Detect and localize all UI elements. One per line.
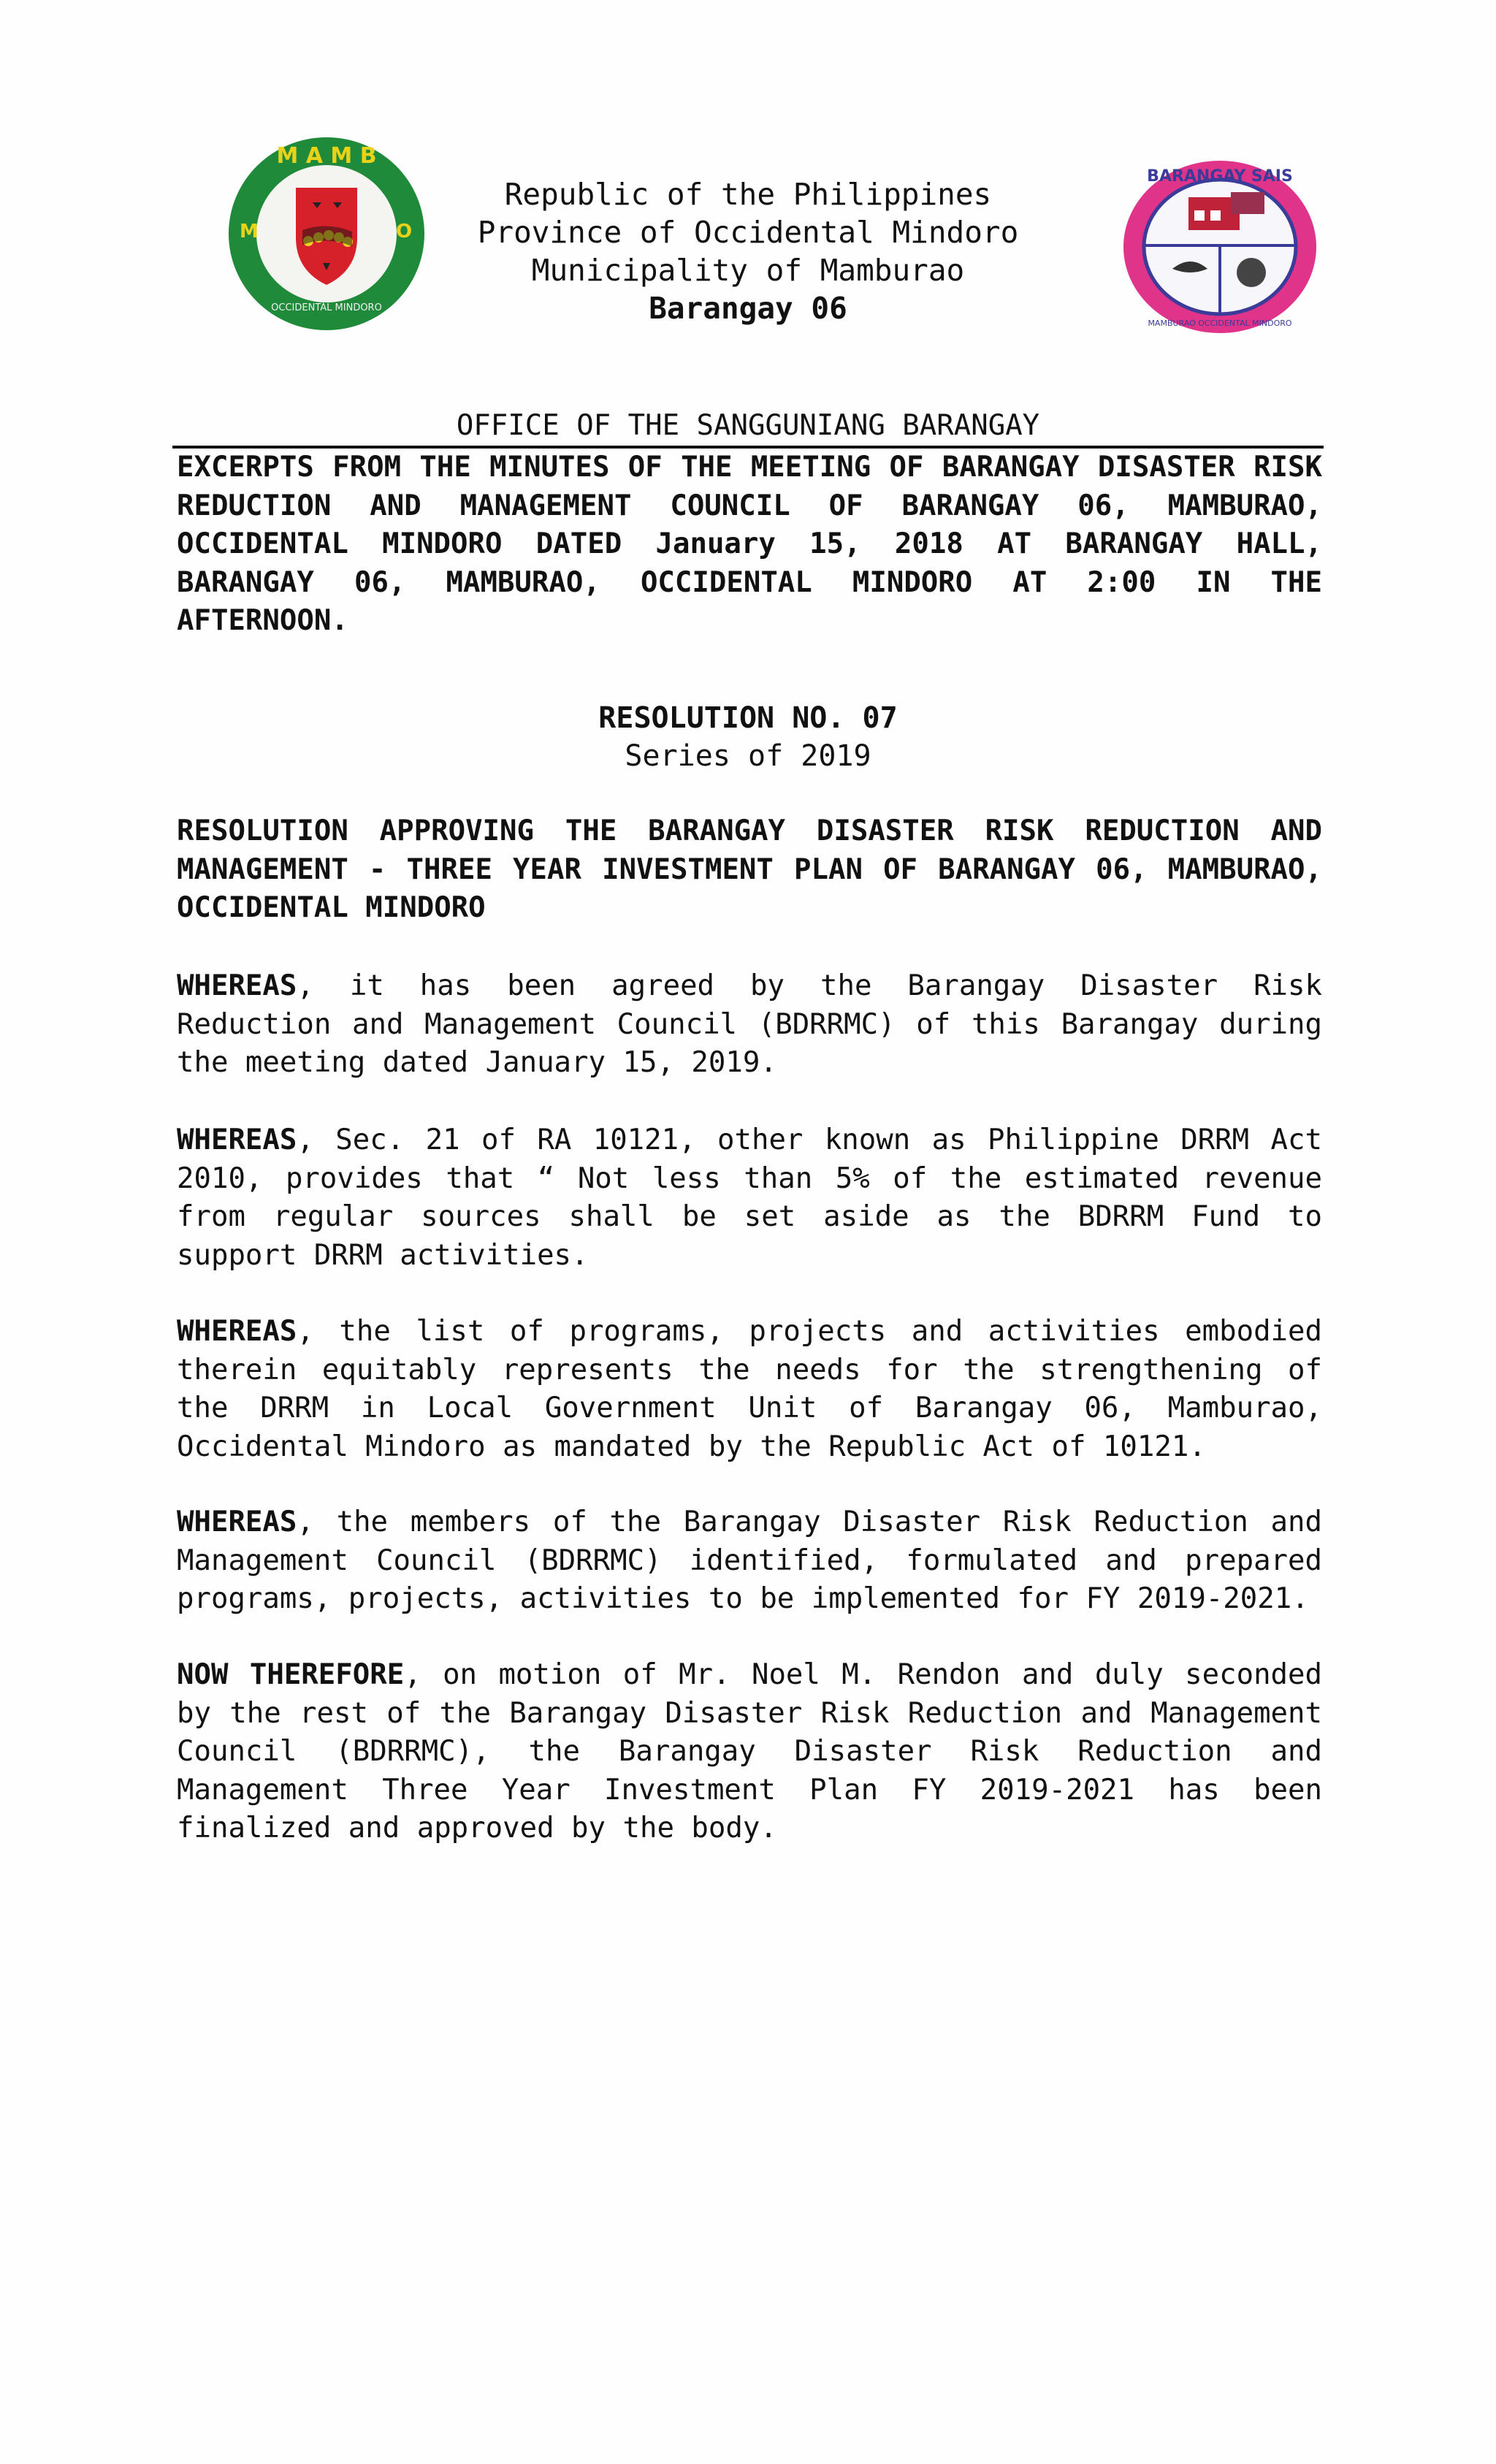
svg-text:BARANGAY SAIS: BARANGAY SAIS: [1147, 167, 1293, 186]
excerpt-paragraph: EXCERPTS FROM THE MINUTES OF THE MEETING OF BARANGAY DISASTER RISK REDUCTION AND MANAGEMENT COUNCIL OF BARANGAY 06, MAMBURAO, OCCIDENTAL MINDORO DATED January 15, 2018 AT BARANGAY HALL, BARANGAY 06, MAMBURAO, OCCIDENTAL MINDORO AT 2:00 IN THE AFTERNOON.: [177, 451, 1322, 637]
whereas-paragraph-1: [177, 967, 1322, 1083]
svg-text:O: O: [396, 221, 413, 243]
paragraph-text: , the members of the Barangay Disaster Risk Reduction and Management Council (BDRRMC) identified, formulated and prepared programs, projects, activities to be implemented for FY 2019-2021.: [177, 1506, 1322, 1615]
svg-text:M: M: [240, 221, 259, 243]
header-province: Province of Occidental Mindoro: [477, 215, 1019, 250]
resolution-title: RESOLUTION APPROVING THE BARANGAY DISASTER RISK REDUCTION AND MANAGEMENT - THREE YEAR INVESTMENT PLAN OF BARANGAY 06, MAMBURAO, OCCIDENTAL MINDORO: [177, 815, 1322, 924]
whereas-paragraph-4: [177, 1503, 1322, 1619]
svg-text:M A M B: M A M B: [276, 143, 377, 169]
paragraph-text: , Sec. 21 of RA 10121, other known as Philippine DRRM Act 2010, provides that “ Not less than 5% of the estimated revenue from regular sources shall be set aside as the BDRRM Fund to support DRRM activities.: [177, 1124, 1322, 1272]
resolution-heading: [365, 699, 1131, 775]
barangay-sais-seal-icon: [1121, 159, 1318, 335]
paragraph-text: , it has been agreed by the Barangay Disaster Risk Reduction and Management Council (BDRRMC) of this Barangay during the meeting dated January 15, 2019.: [177, 969, 1322, 1079]
whereas-paragraph-3: [177, 1313, 1322, 1466]
svg-text:MAMBURAO OCCIDENTAL MINDORO: MAMBURAO OCCIDENTAL MINDORO: [1148, 319, 1292, 328]
header-municipality: Municipality of Mamburao: [531, 253, 965, 288]
whereas-paragraph-2: [177, 1121, 1322, 1275]
svg-text:OCCIDENTAL MINDORO: OCCIDENTAL MINDORO: [271, 302, 382, 313]
paragraph-lead: WHEREAS: [177, 1124, 297, 1156]
paragraph-lead: WHEREAS: [177, 969, 297, 1002]
now-therefore-paragraph: [177, 1656, 1322, 1848]
paragraph-lead: WHEREAS: [177, 1506, 297, 1538]
resolution-series: Series of 2019: [625, 739, 871, 773]
paragraph-lead: WHEREAS: [177, 1315, 297, 1348]
paragraph-text: , the list of programs, projects and activities embodied therein equitably represents the needs for the strengthening of the DRRM in Local Government Unit of Barangay 06, Mamburao, Occidental Mindoro as mandated by the Republic Act of 10121.: [177, 1315, 1322, 1463]
paragraph-lead: NOW THEREFORE: [177, 1658, 405, 1691]
resolution-number: RESOLUTION NO. 07: [598, 701, 898, 735]
government-header: [365, 175, 1131, 327]
header-barangay: Barangay 06: [649, 291, 847, 326]
header-republic: Republic of the Philippines: [504, 177, 992, 212]
office-title: OFFICE OF THE SANGGUNIANG BARANGAY: [456, 409, 1040, 442]
paragraph-text: , on motion of Mr. Noel M. Rendon and duly seconded by the rest of the Barangay Disaster Risk Reduction and Management Council (BDRRMC), the Barangay Disaster Risk Reduction and Management Three Year Investment Plan FY 2019-2021 has been finalized and approved by the body.: [177, 1658, 1322, 1845]
